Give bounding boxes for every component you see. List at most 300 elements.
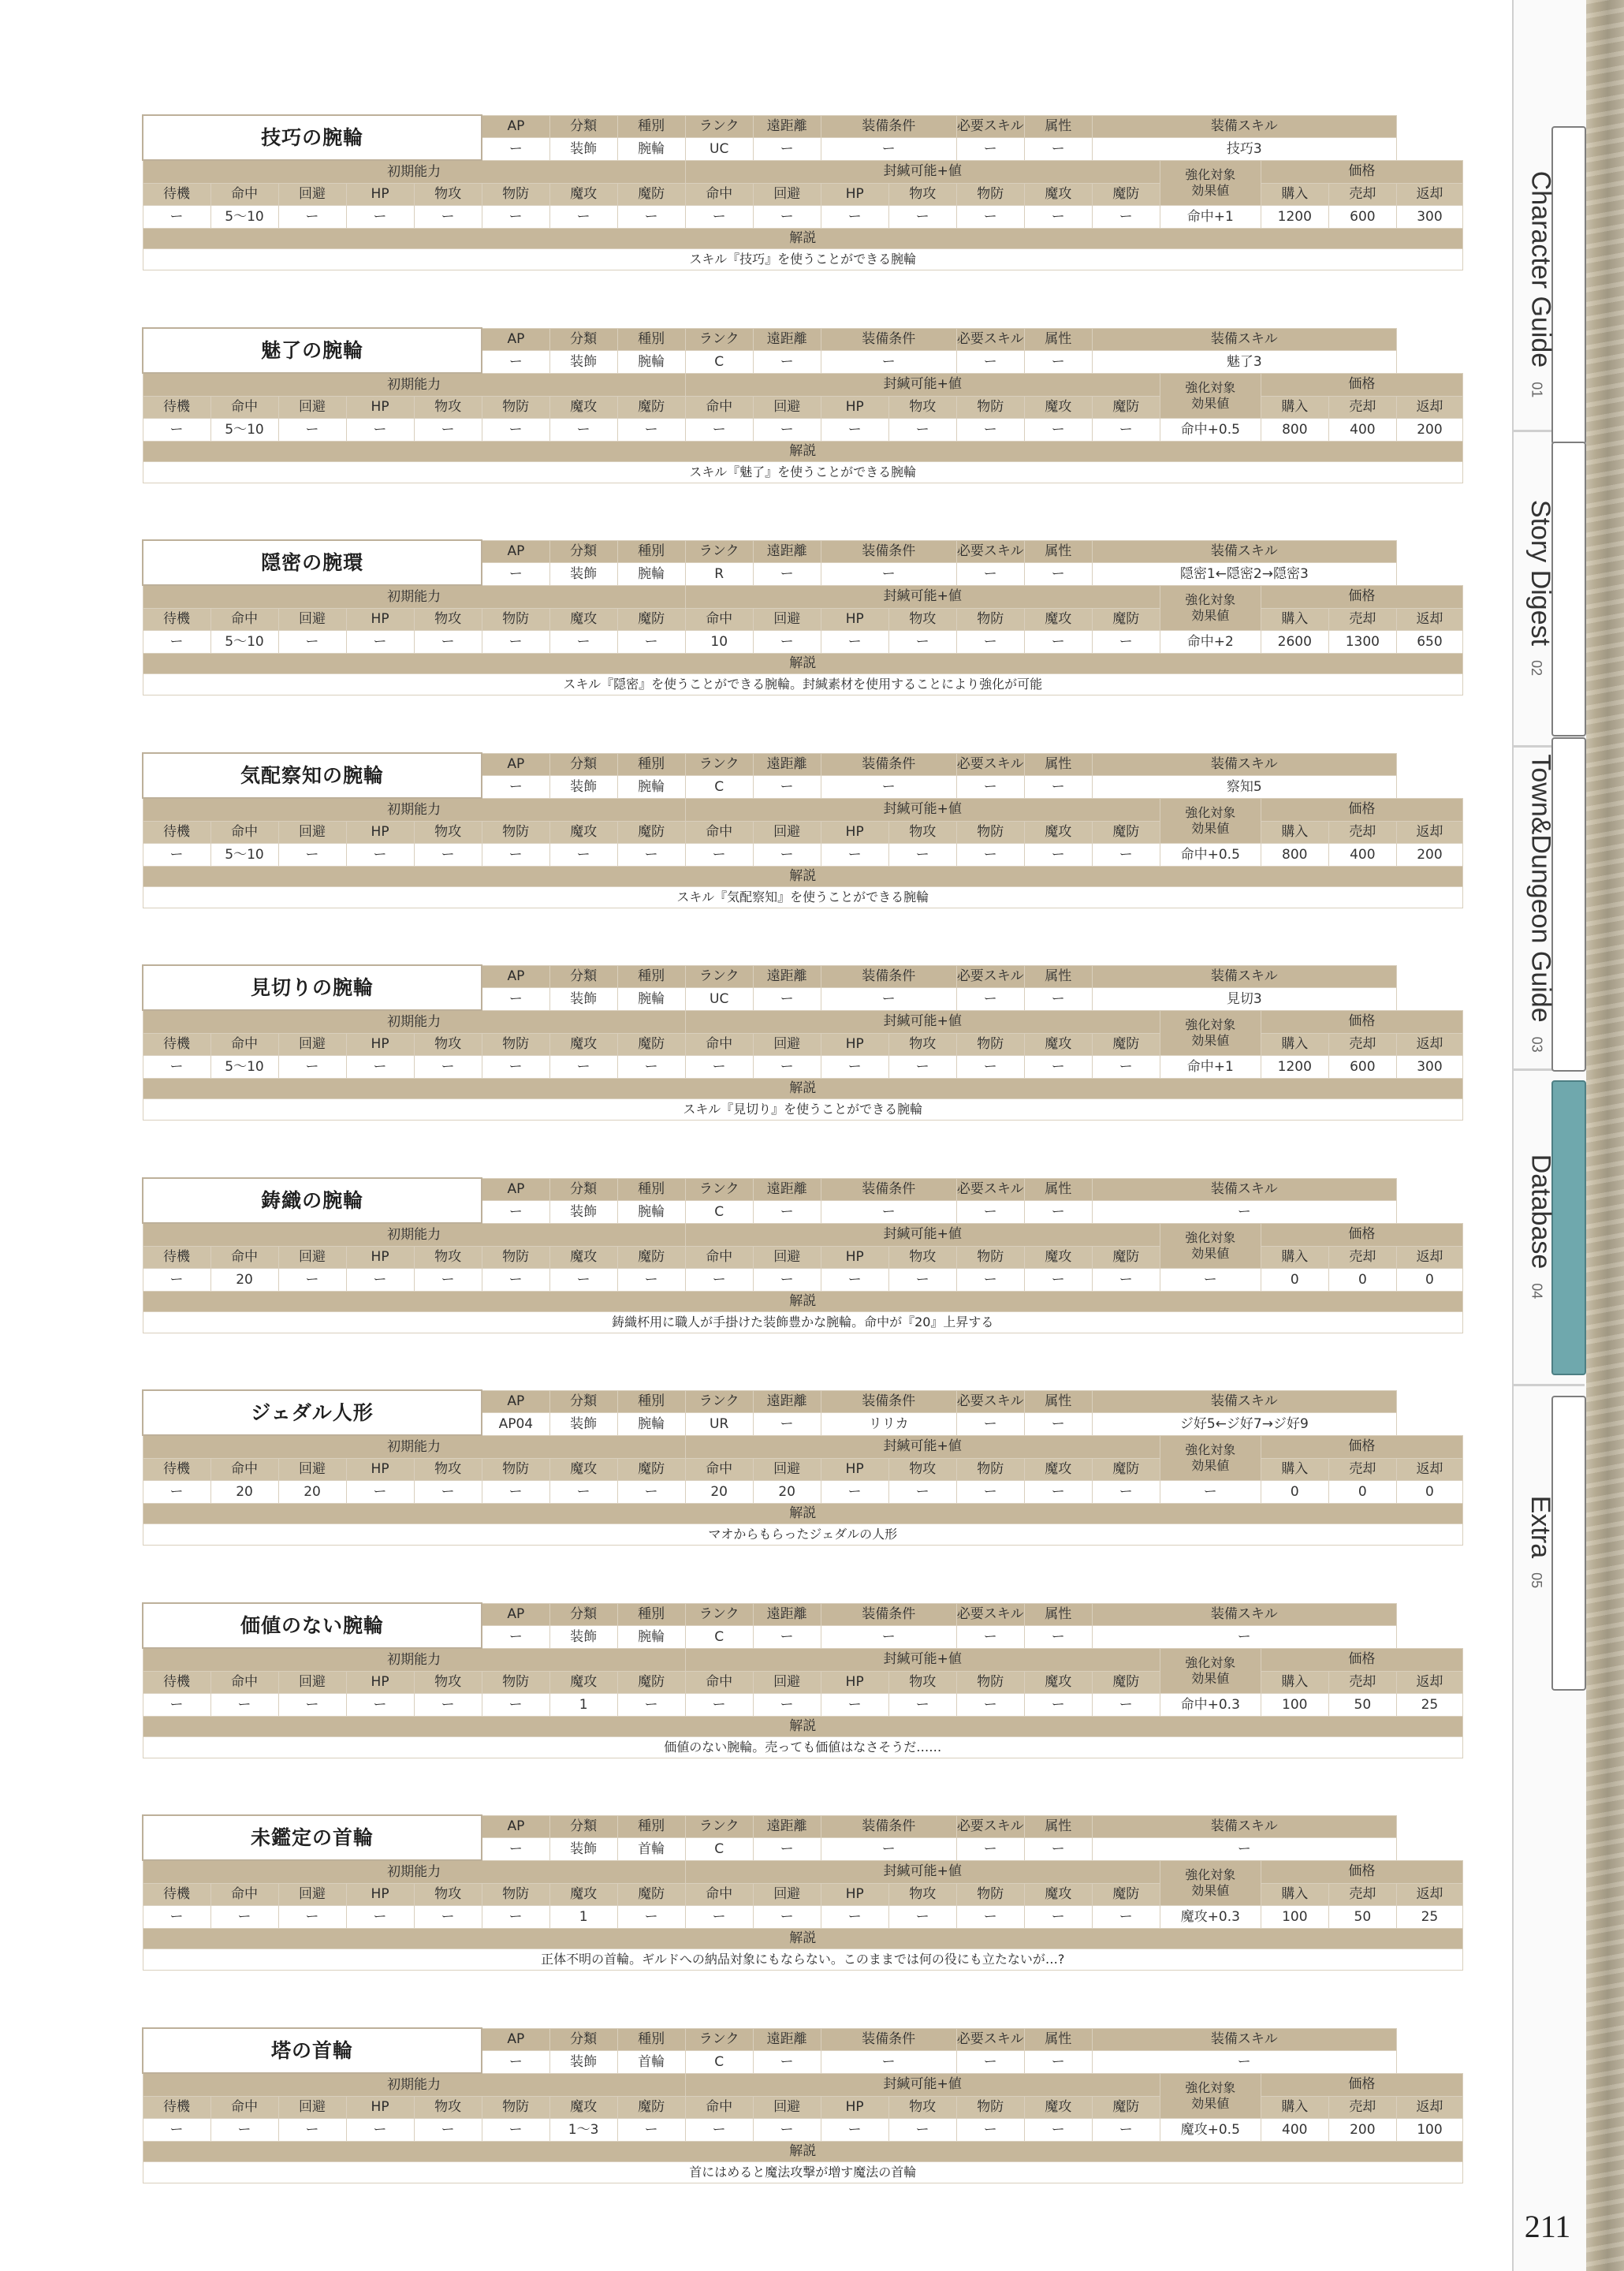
initial-stat-label: HP <box>346 1883 414 1906</box>
description-header: 解説 <box>143 1928 1463 1948</box>
seal-stat-label: 回避 <box>753 1033 821 1056</box>
ap-value: ー <box>482 988 549 1011</box>
required-skill-value: ー <box>956 138 1024 161</box>
seal-stat-label: 魔攻 <box>1024 2096 1092 2119</box>
refund-label: 返却 <box>1396 1883 1462 1906</box>
initial-ability-header: 初期能力 <box>143 160 685 183</box>
initial-stat-value: 20 <box>278 1481 346 1504</box>
category-header: 分類 <box>549 540 617 563</box>
item-table <box>142 114 1463 270</box>
seal-stat-label: 物防 <box>956 821 1024 844</box>
price-header: 価格 <box>1261 1860 1462 1883</box>
sell-price: 0 <box>1328 1481 1396 1504</box>
initial-stat-label: 魔防 <box>617 183 685 206</box>
seal-stat-value: ー <box>753 631 821 654</box>
description-header: 解説 <box>143 866 1463 886</box>
kind-value: 首輪 <box>617 1838 685 1861</box>
item-name: 気配察知の腕輪 <box>143 753 482 798</box>
initial-stat-value: ー <box>482 844 549 867</box>
category-header: 分類 <box>549 753 617 776</box>
enhance-target-header <box>1160 798 1261 843</box>
initial-stat-value: ー <box>549 631 617 654</box>
initial-stat-label: 回避 <box>278 183 346 206</box>
equip-skill-header: 装備スキル <box>1092 965 1396 988</box>
rank-value: UC <box>685 138 753 161</box>
ranged-header: 遠距離 <box>753 1603 821 1626</box>
seal-stat-value: 20 <box>685 1481 753 1504</box>
sell-price: 50 <box>1328 1906 1396 1929</box>
seal-stat-label: 魔攻 <box>1024 821 1092 844</box>
seal-stat-value: ー <box>888 1056 956 1079</box>
initial-stat-value: ー <box>414 1269 482 1292</box>
initial-stat-value: ー <box>617 1481 685 1504</box>
ap-value: ー <box>482 1838 549 1861</box>
initial-stat-value: ー <box>346 2119 414 2142</box>
item-name: 鋳織の腕輪 <box>143 1178 482 1223</box>
seal-stat-label: HP <box>821 821 888 844</box>
item-name: 価値のない腕輪 <box>143 1603 482 1648</box>
category-value: 装飾 <box>549 1201 617 1224</box>
seal-stat-label: HP <box>821 2096 888 2119</box>
ranged-header: 遠距離 <box>753 1178 821 1201</box>
attribute-header: 属性 <box>1024 965 1092 988</box>
rank-value: C <box>685 1626 753 1649</box>
seal-stat-label: 魔防 <box>1092 1883 1160 1906</box>
seal-value-header: 封緘可能+値 <box>685 373 1160 396</box>
ap-header: AP <box>482 1178 549 1201</box>
refund-label: 返却 <box>1396 183 1462 206</box>
initial-stat-label: 命中 <box>210 821 278 844</box>
initial-stat-label: 魔攻 <box>549 396 617 419</box>
sell-price: 600 <box>1328 206 1396 229</box>
seal-value-header: 封緘可能+値 <box>685 798 1160 821</box>
seal-stat-label: 回避 <box>753 1246 821 1269</box>
seal-stat-value: ー <box>821 1056 888 1079</box>
equip-condition-value: ー <box>821 351 956 374</box>
seal-stat-value: ー <box>753 419 821 442</box>
section-tab-title: Extra <box>1525 1495 1556 1558</box>
refund-price: 650 <box>1396 631 1462 654</box>
seal-stat-value: 10 <box>685 631 753 654</box>
section-tab-label[interactable] <box>1517 126 1564 442</box>
item-name: 魅了の腕輪 <box>143 328 482 373</box>
attribute-value: ー <box>1024 776 1092 799</box>
equip-condition-header: 装備条件 <box>821 540 956 563</box>
equip-condition-header: 装備条件 <box>821 753 956 776</box>
equip-condition-value: ー <box>821 563 956 586</box>
equip-skill-header: 装備スキル <box>1092 1178 1396 1201</box>
seal-stat-label: 物防 <box>956 2096 1024 2119</box>
buy-label: 購入 <box>1261 821 1328 844</box>
initial-stat-label: 回避 <box>278 608 346 631</box>
initial-stat-label: 魔攻 <box>549 2096 617 2119</box>
kind-header: 種別 <box>617 1815 685 1838</box>
attribute-value: ー <box>1024 1626 1092 1649</box>
rank-value: UR <box>685 1413 753 1436</box>
sell-label: 売却 <box>1328 183 1396 206</box>
description-text: スキル『見切り』を使うことができる腕輪 <box>143 1099 1463 1121</box>
initial-stat-label: 命中 <box>210 1033 278 1056</box>
sell-label: 売却 <box>1328 396 1396 419</box>
seal-stat-label: 魔攻 <box>1024 1671 1092 1694</box>
attribute-header: 属性 <box>1024 1178 1092 1201</box>
required-skill-header: 必要スキル <box>956 328 1024 351</box>
refund-price: 100 <box>1396 2119 1462 2142</box>
seal-stat-value: ー <box>956 1269 1024 1292</box>
seal-stat-value: ー <box>685 844 753 867</box>
category-header: 分類 <box>549 115 617 138</box>
buy-label: 購入 <box>1261 183 1328 206</box>
enhance-target-label: 強化対象 <box>1185 167 1236 183</box>
seal-stat-label: 命中 <box>685 1671 753 1694</box>
seal-value-header: 封緘可能+値 <box>685 160 1160 183</box>
refund-price: 0 <box>1396 1481 1462 1504</box>
seal-stat-value: ー <box>753 1269 821 1292</box>
refund-label: 返却 <box>1396 608 1462 631</box>
seal-stat-label: 魔攻 <box>1024 1033 1092 1056</box>
ap-header: AP <box>482 1603 549 1626</box>
ap-header: AP <box>482 540 549 563</box>
seal-stat-label: 魔防 <box>1092 821 1160 844</box>
ap-header: AP <box>482 2028 549 2051</box>
rank-header: ランク <box>685 753 753 776</box>
seal-stat-value: ー <box>821 419 888 442</box>
description-text: スキル『魅了』を使うことができる腕輪 <box>143 462 1463 483</box>
buy-label: 購入 <box>1261 2096 1328 2119</box>
equip-skill-header: 装備スキル <box>1092 328 1396 351</box>
category-header: 分類 <box>549 1390 617 1413</box>
sell-price: 50 <box>1328 1694 1396 1717</box>
initial-stat-label: 回避 <box>278 1458 346 1481</box>
enhance-target-label: 強化対象 <box>1185 805 1236 821</box>
enhance-target-header <box>1160 1010 1261 1055</box>
ranged-header: 遠距離 <box>753 1815 821 1838</box>
enhance-target-label: 強化対象 <box>1185 1230 1236 1246</box>
equip-condition-value: ー <box>821 1626 956 1649</box>
seal-stat-label: 命中 <box>685 608 753 631</box>
ranged-value: ー <box>753 776 821 799</box>
seal-stat-label: 回避 <box>753 1883 821 1906</box>
enhance-target-header <box>1160 1223 1261 1268</box>
attribute-header: 属性 <box>1024 753 1092 776</box>
kind-header: 種別 <box>617 115 685 138</box>
price-header: 価格 <box>1261 2073 1462 2096</box>
initial-stat-value: ー <box>143 419 210 442</box>
equip-condition-value: ー <box>821 2051 956 2074</box>
price-header: 価格 <box>1261 373 1462 396</box>
equip-skill-header: 装備スキル <box>1092 540 1396 563</box>
ap-value: ー <box>482 351 549 374</box>
initial-stat-value: ー <box>346 419 414 442</box>
sell-label: 売却 <box>1328 1671 1396 1694</box>
description-header: 解説 <box>143 441 1463 461</box>
initial-stat-label: 物防 <box>482 1033 549 1056</box>
required-skill-value: ー <box>956 1413 1024 1436</box>
equip-skill-value: ー <box>1092 1838 1396 1861</box>
seal-stat-label: 魔防 <box>1092 2096 1160 2119</box>
attribute-header: 属性 <box>1024 540 1092 563</box>
sell-price: 1300 <box>1328 631 1396 654</box>
kind-value: 腕輪 <box>617 351 685 374</box>
kind-header: 種別 <box>617 1603 685 1626</box>
seal-stat-label: 物攻 <box>888 1883 956 1906</box>
initial-stat-value: ー <box>617 631 685 654</box>
seal-stat-value: ー <box>685 2119 753 2142</box>
initial-stat-label: 待機 <box>143 396 210 419</box>
rank-header: ランク <box>685 115 753 138</box>
ranged-header: 遠距離 <box>753 115 821 138</box>
category-header: 分類 <box>549 1815 617 1838</box>
seal-stat-label: HP <box>821 1246 888 1269</box>
seal-stat-label: 命中 <box>685 1033 753 1056</box>
buy-label: 購入 <box>1261 396 1328 419</box>
item-name: 見切りの腕輪 <box>143 965 482 1010</box>
initial-stat-label: 魔防 <box>617 1458 685 1481</box>
rank-header: ランク <box>685 1390 753 1413</box>
initial-stat-value: ー <box>143 844 210 867</box>
refund-label: 返却 <box>1396 821 1462 844</box>
seal-stat-value: ー <box>821 206 888 229</box>
initial-stat-value: ー <box>278 206 346 229</box>
refund-label: 返却 <box>1396 1246 1462 1269</box>
seal-stat-value: ー <box>1092 206 1160 229</box>
kind-value: 腕輪 <box>617 776 685 799</box>
ranged-header: 遠距離 <box>753 753 821 776</box>
seal-stat-value: ー <box>685 1269 753 1292</box>
initial-stat-value: ー <box>617 419 685 442</box>
attribute-header: 属性 <box>1024 1815 1092 1838</box>
kind-header: 種別 <box>617 1178 685 1201</box>
initial-stat-label: 回避 <box>278 821 346 844</box>
attribute-value: ー <box>1024 2051 1092 2074</box>
buy-price: 0 <box>1261 1269 1328 1292</box>
initial-stat-value: ー <box>482 206 549 229</box>
initial-stat-value: ー <box>482 1694 549 1717</box>
initial-stat-label: 魔防 <box>617 1883 685 1906</box>
seal-stat-value: ー <box>1092 1906 1160 1929</box>
required-skill-header: 必要スキル <box>956 1178 1024 1201</box>
initial-stat-value: ー <box>346 1481 414 1504</box>
item-table <box>142 539 1463 695</box>
initial-stat-label: 待機 <box>143 821 210 844</box>
seal-stat-label: 魔攻 <box>1024 183 1092 206</box>
seal-stat-label: 物攻 <box>888 821 956 844</box>
category-value: 装飾 <box>549 138 617 161</box>
initial-stat-label: 物攻 <box>414 1246 482 1269</box>
equip-condition-value: ー <box>821 776 956 799</box>
description-text: スキル『気配察知』を使うことができる腕輪 <box>143 887 1463 908</box>
refund-label: 返却 <box>1396 396 1462 419</box>
seal-stat-label: HP <box>821 183 888 206</box>
initial-stat-label: 回避 <box>278 1033 346 1056</box>
seal-stat-value: ー <box>821 1694 888 1717</box>
initial-stat-label: 物攻 <box>414 821 482 844</box>
seal-stat-value: ー <box>888 419 956 442</box>
initial-stat-value: ー <box>210 1694 278 1717</box>
initial-stat-value: ー <box>617 2119 685 2142</box>
initial-stat-label: 魔防 <box>617 821 685 844</box>
initial-stat-label: 回避 <box>278 1883 346 1906</box>
sell-label: 売却 <box>1328 1458 1396 1481</box>
initial-stat-label: 回避 <box>278 396 346 419</box>
seal-stat-label: HP <box>821 1033 888 1056</box>
initial-stat-label: HP <box>346 2096 414 2119</box>
buy-price: 100 <box>1261 1694 1328 1717</box>
enhance-target-label: 強化対象 <box>1185 380 1236 396</box>
rank-header: ランク <box>685 1603 753 1626</box>
category-header: 分類 <box>549 1603 617 1626</box>
initial-stat-value: 20 <box>210 1481 278 1504</box>
seal-stat-value: ー <box>1092 1056 1160 1079</box>
initial-stat-label: 物攻 <box>414 1671 482 1694</box>
initial-stat-value: ー <box>278 844 346 867</box>
page-number: 211 <box>1524 2209 1571 2244</box>
seal-stat-label: 回避 <box>753 2096 821 2119</box>
ap-header: AP <box>482 1815 549 1838</box>
kind-header: 種別 <box>617 540 685 563</box>
seal-stat-label: 物防 <box>956 1033 1024 1056</box>
initial-ability-header: 初期能力 <box>143 1648 685 1671</box>
price-header: 価格 <box>1261 1435 1462 1458</box>
seal-value-header: 封緘可能+値 <box>685 1648 1160 1671</box>
initial-stat-value: ー <box>414 631 482 654</box>
ranged-value: ー <box>753 351 821 374</box>
initial-stat-value: ー <box>414 844 482 867</box>
effect-value-label: 効果値 <box>1191 1458 1230 1474</box>
initial-ability-header: 初期能力 <box>143 1223 685 1246</box>
initial-stat-label: 待機 <box>143 1671 210 1694</box>
seal-stat-label: 魔防 <box>1092 1033 1160 1056</box>
attribute-value: ー <box>1024 1838 1092 1861</box>
ranged-value: ー <box>753 2051 821 2074</box>
tab-separator <box>1512 1384 1585 1386</box>
initial-stat-value: ー <box>278 1269 346 1292</box>
refund-price: 0 <box>1396 1269 1462 1292</box>
initial-stat-label: 魔攻 <box>549 1458 617 1481</box>
refund-price: 200 <box>1396 419 1462 442</box>
seal-stat-label: 物攻 <box>888 396 956 419</box>
seal-stat-value: ー <box>685 1906 753 1929</box>
equip-skill-value: ジ好5←ジ好7→ジ好9 <box>1092 1413 1396 1436</box>
price-header: 価格 <box>1261 1010 1462 1033</box>
initial-stat-label: 魔攻 <box>549 821 617 844</box>
equip-skill-header: 装備スキル <box>1092 115 1396 138</box>
category-value: 装飾 <box>549 563 617 586</box>
seal-stat-value: ー <box>753 1056 821 1079</box>
ap-header: AP <box>482 1390 549 1413</box>
category-value: 装飾 <box>549 351 617 374</box>
initial-stat-value: ー <box>143 1481 210 1504</box>
initial-ability-header: 初期能力 <box>143 1435 685 1458</box>
buy-price: 1200 <box>1261 206 1328 229</box>
equip-skill-value: ー <box>1092 2051 1396 2074</box>
seal-stat-value: ー <box>1092 1481 1160 1504</box>
initial-ability-header: 初期能力 <box>143 373 685 396</box>
section-tab-label[interactable] <box>1517 442 1564 733</box>
ap-header: AP <box>482 115 549 138</box>
initial-stat-label: 回避 <box>278 2096 346 2119</box>
initial-stat-value: ー <box>210 1906 278 1929</box>
section-tab-label[interactable] <box>1517 1396 1564 1687</box>
enhance-value: 魔攻+0.3 <box>1160 1906 1261 1929</box>
price-header: 価格 <box>1261 160 1462 183</box>
seal-stat-label: HP <box>821 1458 888 1481</box>
seal-stat-value: ー <box>753 1906 821 1929</box>
item-name: ジェダル人形 <box>143 1390 482 1435</box>
category-value: 装飾 <box>549 1626 617 1649</box>
attribute-header: 属性 <box>1024 1390 1092 1413</box>
sell-price: 400 <box>1328 419 1396 442</box>
enhance-value: 魔攻+0.5 <box>1160 2119 1261 2142</box>
seal-stat-value: ー <box>821 844 888 867</box>
seal-stat-value: ー <box>685 1056 753 1079</box>
kind-header: 種別 <box>617 1390 685 1413</box>
ap-value: ー <box>482 138 549 161</box>
equip-condition-header: 装備条件 <box>821 115 956 138</box>
section-tab-label[interactable] <box>1517 1080 1564 1372</box>
initial-stat-label: 物防 <box>482 396 549 419</box>
initial-stat-label: 待機 <box>143 608 210 631</box>
initial-stat-value: 1 <box>549 1906 617 1929</box>
initial-stat-label: 命中 <box>210 2096 278 2119</box>
buy-price: 400 <box>1261 2119 1328 2142</box>
category-header: 分類 <box>549 2028 617 2051</box>
enhance-target-header <box>1160 1860 1261 1905</box>
seal-stat-value: ー <box>1024 631 1092 654</box>
section-tab-number: 03 <box>1529 1036 1545 1053</box>
section-tab-number: 01 <box>1529 381 1545 397</box>
initial-stat-value: ー <box>143 631 210 654</box>
seal-stat-value: ー <box>956 844 1024 867</box>
initial-stat-value: ー <box>414 2119 482 2142</box>
seal-stat-value: ー <box>1024 1906 1092 1929</box>
seal-stat-value: ー <box>956 1481 1024 1504</box>
seal-stat-label: 物防 <box>956 396 1024 419</box>
rank-header: ランク <box>685 965 753 988</box>
item-table <box>142 752 1463 908</box>
initial-stat-value: 5～10 <box>210 631 278 654</box>
seal-stat-value: ー <box>753 2119 821 2142</box>
initial-stat-label: 回避 <box>278 1671 346 1694</box>
seal-stat-label: 魔攻 <box>1024 1458 1092 1481</box>
equip-condition-header: 装備条件 <box>821 965 956 988</box>
initial-stat-label: 物防 <box>482 1883 549 1906</box>
initial-stat-label: 物防 <box>482 2096 549 2119</box>
seal-stat-value: ー <box>1024 419 1092 442</box>
seal-stat-value: ー <box>821 1269 888 1292</box>
buy-price: 800 <box>1261 419 1328 442</box>
enhance-value: 命中+0.5 <box>1160 844 1261 867</box>
initial-stat-value: 5～10 <box>210 206 278 229</box>
ranged-value: ー <box>753 1838 821 1861</box>
initial-stat-label: 物攻 <box>414 183 482 206</box>
equip-skill-header: 装備スキル <box>1092 1815 1396 1838</box>
item-name: 塔の首輪 <box>143 2028 482 2073</box>
initial-stat-value: 5～10 <box>210 419 278 442</box>
initial-stat-label: 物攻 <box>414 1883 482 1906</box>
seal-stat-value: ー <box>1092 1694 1160 1717</box>
initial-stat-label: 命中 <box>210 396 278 419</box>
enhance-target-header <box>1160 2073 1261 2118</box>
initial-stat-label: 物攻 <box>414 608 482 631</box>
initial-stat-value: ー <box>414 1906 482 1929</box>
seal-stat-value: ー <box>753 844 821 867</box>
ap-value: ー <box>482 1626 549 1649</box>
initial-stat-label: 魔防 <box>617 1033 685 1056</box>
section-tab-label[interactable] <box>1517 737 1564 1068</box>
required-skill-value: ー <box>956 1838 1024 1861</box>
seal-stat-label: 魔防 <box>1092 1671 1160 1694</box>
